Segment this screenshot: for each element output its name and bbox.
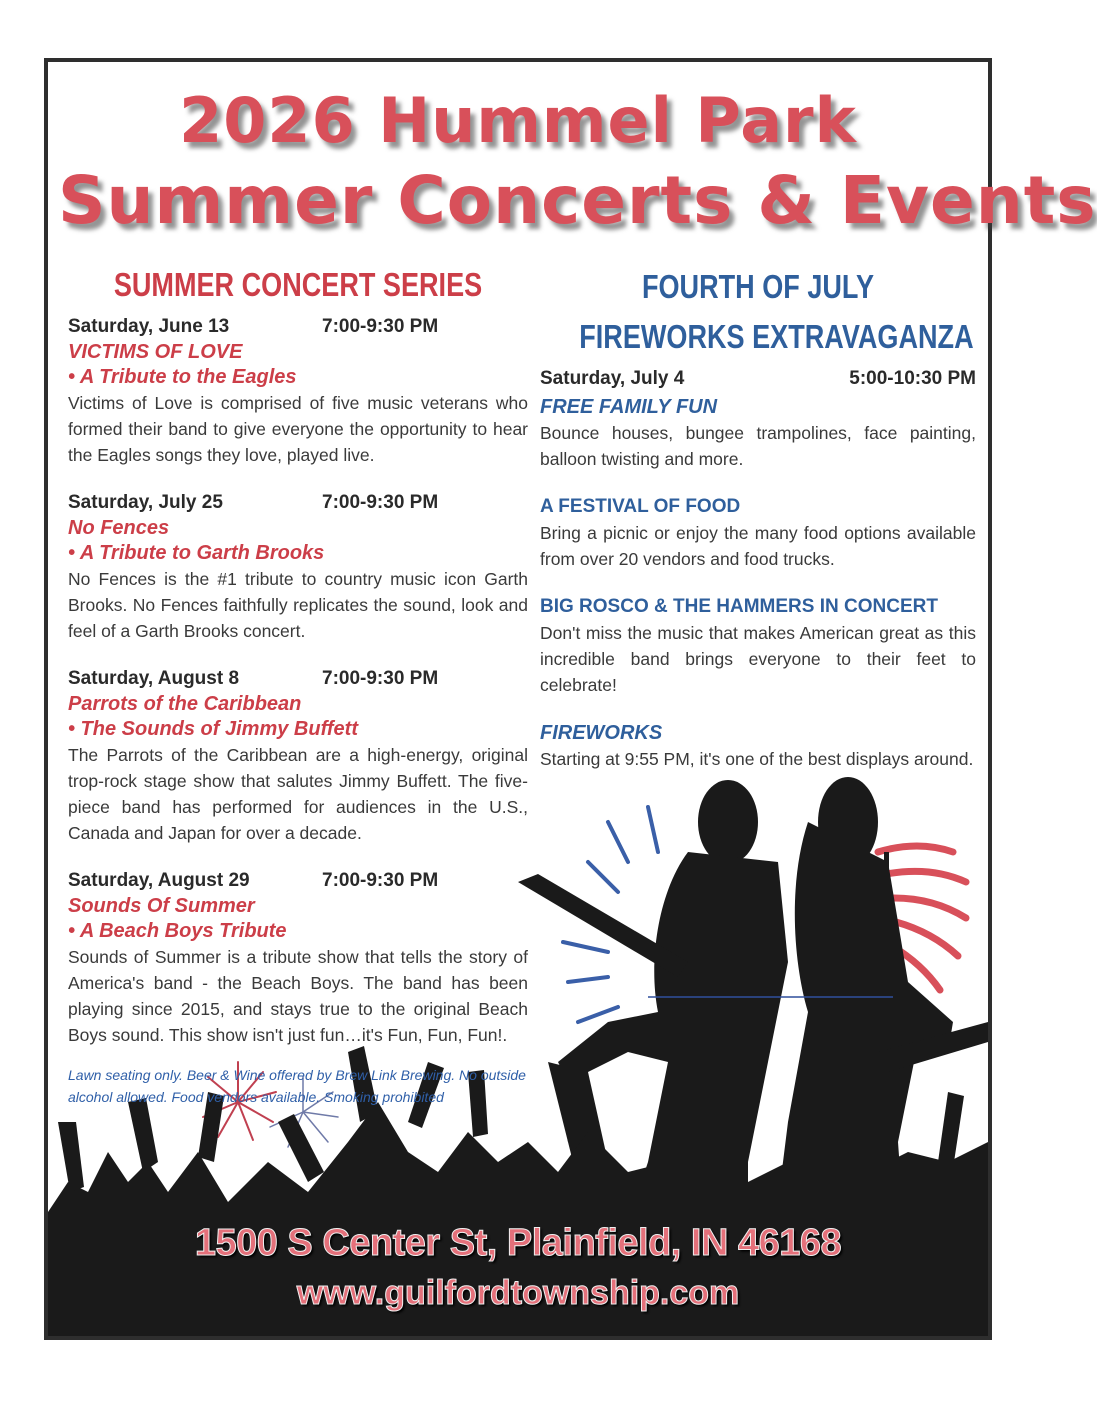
event-band: No Fences (68, 517, 170, 539)
event-band: Parrots of the Caribbean (68, 693, 302, 715)
event-time: 7:00-9:30 PM (322, 668, 439, 689)
event-description: Victims of Love is comprised of five music veterans who formed their band to give everyone the opportunity to hear the Eagles songs they love, played live. (68, 393, 528, 465)
event-time: 7:00-9:30 PM (322, 492, 439, 513)
event-description: The Parrots of the Caribbean are a high-energy, original trop-rock stage show that salutes Jimmy Buffett. The five-piece band has performed for audiences in the U.S., Canada and Japan for over a decade. (68, 745, 528, 843)
fourth-item-title: FREE FAMILY FUN (540, 396, 718, 418)
fourth-item-text: Don't miss the music that makes American great as this incredible band brings everyone to their feet to celebrate! (540, 623, 976, 695)
fourth-item-title: BIG ROSCO & THE HAMMERS IN CONCERT (540, 596, 938, 617)
title-line-2: Summer Concerts & Events (58, 162, 1097, 239)
venue-note: Lawn seating only. Beer & Wine offered by Brew Link Brewing. No outside alcohol allowed. Food vendors available. Smoking prohibited (68, 1067, 526, 1105)
website-link[interactable]: www.guilfordtownship.com (296, 1274, 740, 1312)
event-description: No Fences is the #1 tribute to country music icon Garth Brooks. No Fences faithfully replicates the sound, look and feel of a Garth Brooks concert. (68, 569, 528, 641)
flyer (44, 58, 1097, 1340)
event-date: Saturday, August 29 (68, 870, 250, 891)
fourth-item-text: Bring a picnic or enjoy the many food options available from over 20 vendors and food trucks. (540, 523, 976, 569)
concert-event (68, 870, 528, 1048)
event-time: 7:00-9:30 PM (322, 870, 439, 891)
title-line-1: 2026 Hummel Park (179, 84, 857, 157)
event-date: Saturday, July 25 (68, 492, 223, 513)
fourth-date: Saturday, July 4 (540, 368, 685, 389)
event-description: Sounds of Summer is a tribute show that tells the story of America's band - the Beach Boys. The band has been playing since 2015, and stays true to the original Beach Boys sound. This show isn't just fun…it's Fun, Fun, Fun!. (68, 947, 528, 1045)
event-subtitle: • A Tribute to the Eagles (68, 366, 297, 388)
event-date: Saturday, August 8 (68, 668, 240, 689)
concert-event (68, 668, 528, 846)
address: 1500 S Center St, Plainfield, IN 46168 (194, 1222, 842, 1264)
event-band: Sounds Of Summer (68, 895, 255, 917)
concert-event (68, 492, 528, 644)
event-time: 7:00-9:30 PM (322, 316, 439, 337)
fourth-item-text: Bounce houses, bungee trampolines, face painting, balloon twisting and more. (540, 423, 976, 469)
fourth-item-text: Starting at 9:55 PM, it's one of the best displays around. (540, 749, 974, 769)
fourth-heading-line-1: FOURTH OF JULY (641, 268, 875, 305)
event-date: Saturday, June 13 (68, 316, 230, 337)
concert-series-heading: SUMMER CONCERT SERIES (113, 266, 483, 303)
concert-event (68, 316, 528, 468)
fourth-item-title: FIREWORKS (540, 722, 663, 744)
fourth-heading-line-2: FIREWORKS EXTRAVAGANZA (579, 318, 974, 355)
event-subtitle: • The Sounds of Jimmy Buffett (68, 718, 358, 740)
fourth-item-title: A FESTIVAL OF FOOD (540, 496, 741, 517)
fourth-of-july-column (540, 262, 976, 772)
event-band: VICTIMS OF LOVE (68, 341, 243, 363)
event-subtitle: • A Beach Boys Tribute (68, 920, 287, 942)
event-subtitle: • A Tribute to Garth Brooks (68, 542, 325, 564)
fourth-time: 5:00-10:30 PM (849, 368, 976, 389)
concert-series-column (68, 266, 528, 1108)
